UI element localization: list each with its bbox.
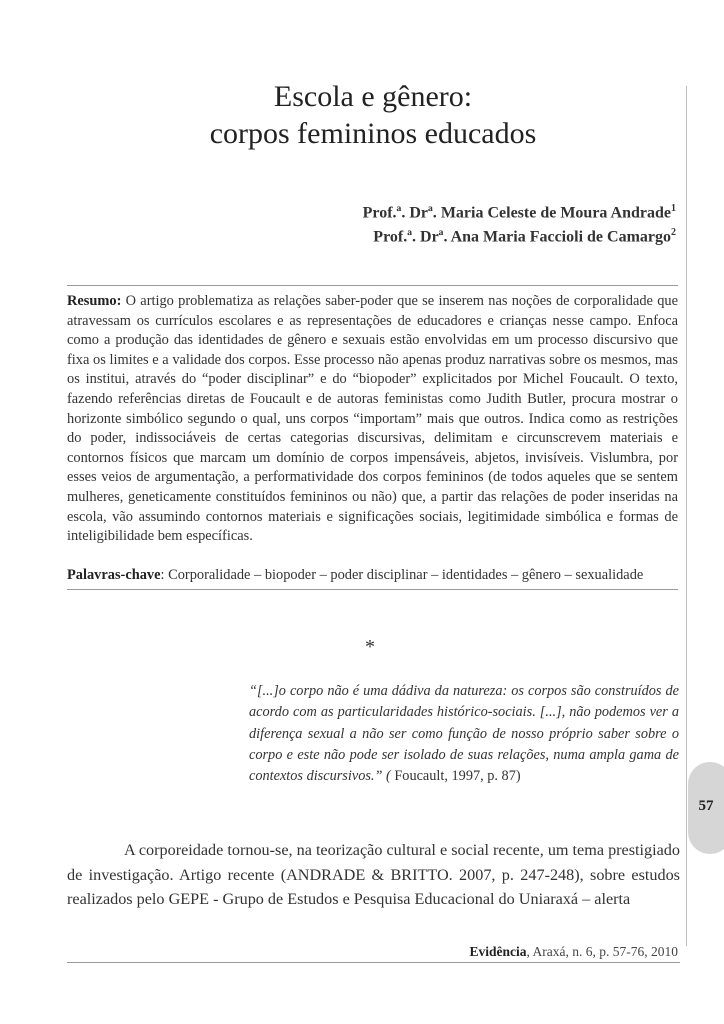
title-line-2: corpos femininos educados [209,117,537,150]
author-1-name: Maria Celeste de Moura Andrade [440,204,671,222]
abstract [67,292,678,547]
journal-details: , Araxá, n. 6, p. 57-76, 2010 [526,944,678,959]
author-2-prefix: Prof.ª. Drª. [373,228,448,246]
author-1-footnote-mark: 1 [671,203,676,214]
author-2 [373,227,676,246]
margin-rule [686,86,687,946]
page-number: 57 [698,798,714,814]
author-1 [363,203,676,222]
keywords-label: Palavras-chave [67,567,161,583]
keywords [67,567,687,584]
journal-name: Evidência [469,944,527,959]
divider-footer [67,962,680,963]
running-footer [470,944,679,960]
divider-top [67,285,678,286]
title-line-1: Escola e gênero: [273,80,473,113]
author-2-name: Ana Maria Faccioli de Camargo [450,228,671,246]
abstract-text: O artigo problematiza as relações saber-poder que se inserem nas noções de corporalidade que atravessam os currículos escolares e as representações de educadores e crianças nesse campo. Enfoca como a produção das identidades de gênero e sexuais estão envolvidas em um processo discursivo que fixa os limites e a validade dos corpos. Esse processo não apenas produz narrativas sobre os mesmos, mas os institui, através do “poder disciplinar” e do “biopoder” explicitados por Michel Foucault. O texto, fazendo referências diretas de Foucault e de autoras feministas como Judith Butler, procura mostrar o horizonte simbólico segundo o qual, uns corpos “importam” mais que outros. Indica como as restrições do poder, indissociáveis de certas categorias discursivas, delimitam e circunscrevem materiais e contornos físicos que marcam um domínio de corpos impensáveis, abjetos, invisíveis. Vislumbra, por esses veios de argumentação, a performatividade dos corpos femininos (de todos aqueles que se sentem mulheres, geneticamente constituídos femininos ou não) que, a partir das relações de poder inseridas na escola, vão assumindo contornos materiais e significações sociais, legitimidade simbólica e formas de inteligibilidade bem específicas. [67,293,678,545]
keywords-text: : Corporalidade – biopoder – poder disciplinar – identidades – gênero – sexualidade [160,567,644,583]
body-paragraph: A corporeidade tornou-se, na teorização cultural e social recente, um tema prestigiado de investigação. Artigo recente (ANDRADE & BRITTO. 2007, p. 247-248), sobre estudos realizados pelo GEPE - Grupo de Estudos e Pesquisa Educacional do Uniaraxá – alerta [67,841,680,908]
epigraph-quote: “[...]o corpo não é uma dádiva da natureza: os corpos são construídos de acordo com as particularidades histórico-sociais. [...], não podemos ver a diferença sexual a não ser como função de nosso próprio saber sobre o corpo e este não pode ser isolado de suas relações, numa ampla gama de contextos discursivos.” ( [249,683,679,785]
section-separator: * [365,636,375,658]
epigraph [249,681,679,787]
body-text [67,838,680,912]
abstract-label: Resumo: [67,293,122,309]
divider-keywords [67,589,678,590]
author-1-prefix: Prof.ª. Drª. [362,204,437,222]
author-2-footnote-mark: 2 [671,227,676,238]
epigraph-citation: Foucault, 1997, p. 87) [390,768,521,785]
